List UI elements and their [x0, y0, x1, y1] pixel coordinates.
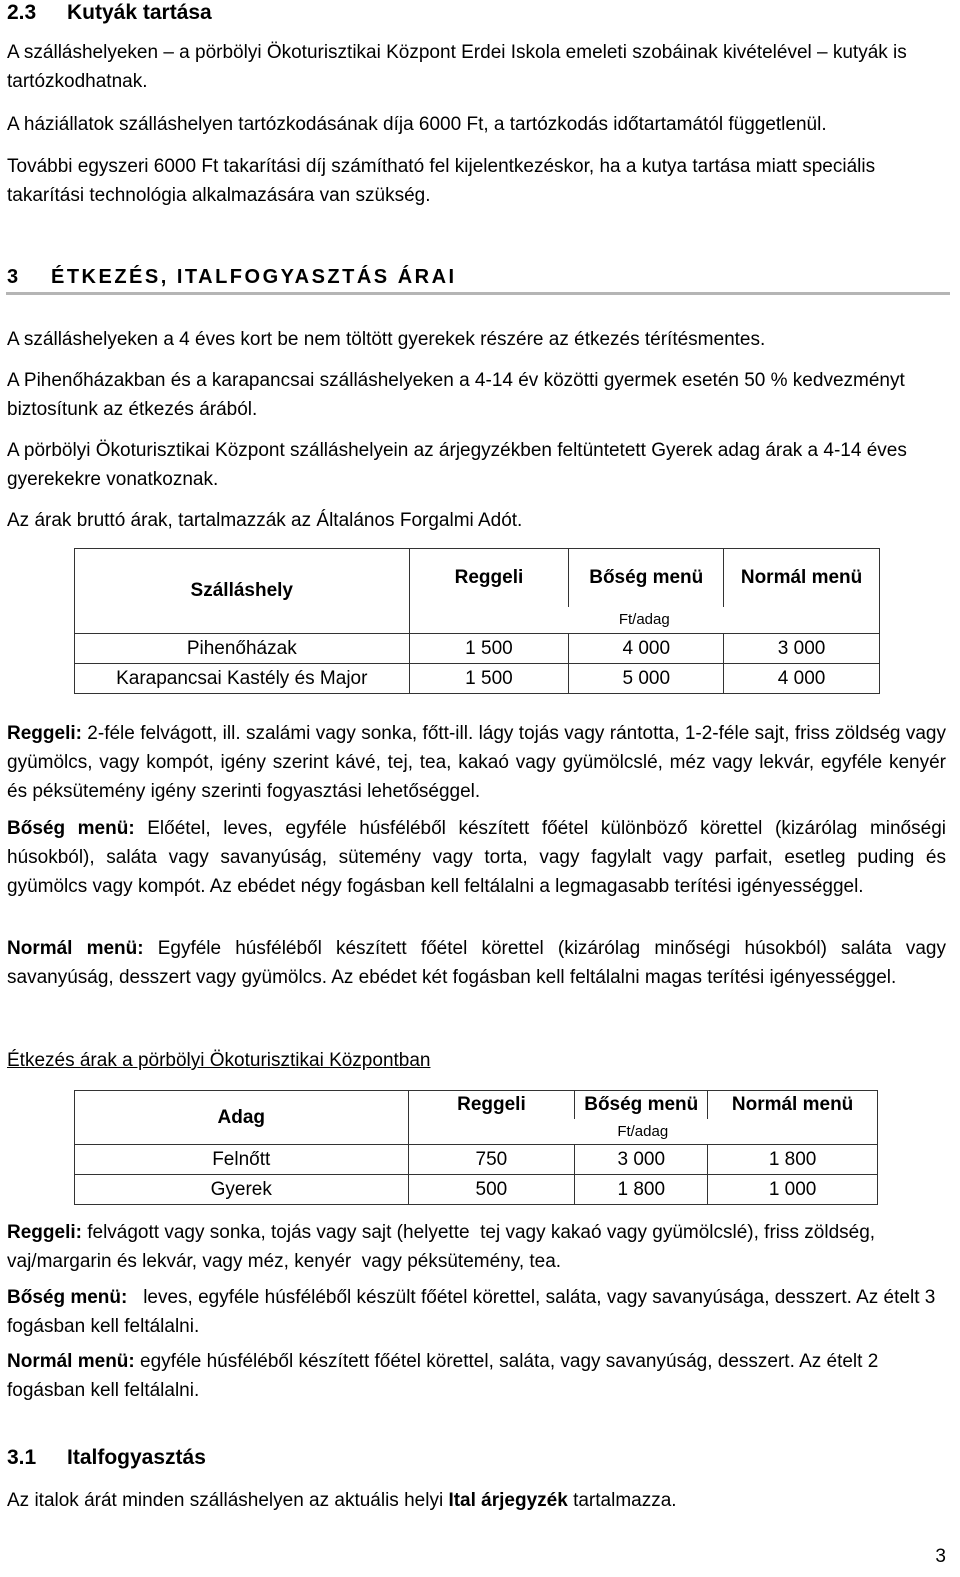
section-2-3-heading	[7, 0, 946, 26]
column-header: Bőség menü	[575, 1091, 708, 1119]
table-cell: 4 000	[724, 664, 880, 694]
menu-description-reggeli	[7, 1218, 946, 1276]
price-table-accommodation	[74, 548, 880, 694]
text-bold: Ital árjegyzék	[448, 1490, 568, 1511]
section-number: 2.3	[7, 1, 37, 24]
column-header: Adag	[75, 1091, 409, 1145]
unit-label: Ft/adag	[409, 607, 879, 634]
label: Reggeli:	[7, 1222, 82, 1243]
table-cell: 3 000	[575, 1145, 708, 1175]
table-row	[75, 634, 880, 664]
menu-description-boseg	[7, 1283, 946, 1341]
column-header: Reggeli	[408, 1091, 575, 1119]
table-row	[75, 1145, 878, 1175]
table-caption: Étkezés árak a pörbölyi Ökoturisztikai Központban	[7, 1050, 431, 1071]
label: Bőség menü:	[7, 1287, 128, 1308]
description-text: Előétel, leves, egyféle húsféléből készített főétel különböző körettel (kizárólag minőségi húsokból), saláta vagy savanyúság, sütemény vagy torta, vagy fagylalt vagy parfait, esetleg puding és gyümölcs vagy kompót. Az ebédet négy fogásban kell feltálalni a legmagasabb terítési igényességgel.	[7, 818, 946, 897]
paragraph	[7, 1486, 946, 1515]
label: Normál menü:	[7, 938, 144, 959]
menu-description-normal	[7, 934, 946, 992]
price-table-okoturisztikai	[74, 1090, 878, 1205]
section-number: 3.1	[7, 1446, 37, 1469]
section-title: Kutyák tartása	[67, 1, 212, 24]
column-header: Szálláshely	[75, 549, 410, 634]
table-cell: 3 000	[724, 634, 880, 664]
paragraph: A szálláshelyeken a 4 éves kort be nem töltött gyerekek részére az étkezés térítésmentes.	[7, 329, 766, 350]
description-text: Egyféle húsféléből készített főétel körettel (kizárólag minőségi húsokból) saláta vagy savanyúság, desszert vagy gyümölcs. Az ebédet két fogásban kell feltálalni magas terítési igényességgel.	[7, 938, 946, 988]
paragraph: A szálláshelyeken – a pörbölyi Ökoturisztikai Központ Erdei Iskola emeleti szobáinak kivételével – kutyák is tartózkodhatnak.	[7, 42, 907, 92]
label: Normál menü:	[7, 1351, 135, 1372]
text: tartalmazza.	[567, 1490, 677, 1511]
label: Bőség menü:	[7, 818, 135, 839]
table-cell: 1 500	[409, 634, 569, 664]
description-text: egyféle húsféléből készített főétel körettel, saláta, vagy savanyúság, desszert. Az ételt 2 fogásban kell feltálalni.	[7, 1351, 879, 1401]
description-text: felvágott vagy sonka, tojás vagy sajt (helyette tej vagy kakaó vagy gyümölcslé), friss zöldség, vaj/margarin és lekvár, vagy méz, kenyér vagy péksütemény, tea.	[7, 1222, 881, 1272]
section-title: Italfogyasztás	[67, 1446, 206, 1469]
unit-label: Ft/adag	[408, 1119, 878, 1145]
column-header: Bőség menü	[569, 549, 724, 607]
table-cell: 1 000	[708, 1175, 878, 1205]
column-header: Normál menü	[708, 1091, 878, 1119]
table-cell: 1 500	[409, 664, 569, 694]
table-cell: 750	[408, 1145, 575, 1175]
column-header: Reggeli	[409, 549, 569, 607]
section-3-1-heading	[7, 1445, 946, 1471]
table-cell: 4 000	[569, 634, 724, 664]
paragraph: A pörbölyi Ökoturisztikai Központ szálláshelyein az árjegyzékben feltüntetett Gyerek adag árak a 4-14 éves gyerekekre vonatkoznak.	[7, 440, 907, 490]
heading-underline	[6, 292, 950, 295]
section-3-heading	[7, 264, 946, 290]
table-row	[75, 1175, 878, 1205]
column-header: Normál menü	[724, 549, 880, 607]
text: Az italok árát minden szálláshelyen az aktuális helyi	[7, 1490, 449, 1511]
row-label: Karapancsai Kastély és Major	[75, 664, 410, 694]
description-text: leves, egyféle húsféléből készült főétel körettel, saláta, vagy savanyúsága, desszert. Az ételt 3 fogásban kell feltálalni.	[7, 1287, 941, 1337]
section-number: 3	[7, 266, 21, 288]
paragraph: A Pihenőházakban és a karapancsai szálláshelyeken a 4-14 év közötti gyermek esetén 50 % kedvezményt biztosítunk az étkezés árából.	[7, 370, 905, 420]
label: Reggeli:	[7, 723, 82, 744]
row-label: Felnőtt	[75, 1145, 409, 1175]
table-row	[75, 664, 880, 694]
table-cell: 1 800	[708, 1145, 878, 1175]
table-cell: 5 000	[569, 664, 724, 694]
menu-description-boseg	[7, 814, 946, 901]
paragraph: Az árak bruttó árak, tartalmazzák az Általános Forgalmi Adót.	[7, 510, 523, 531]
row-label: Gyerek	[75, 1175, 409, 1205]
menu-description-reggeli	[7, 719, 946, 806]
section-title: ÉTKEZÉS, ITALFOGYASZTÁS ÁRAI	[51, 266, 457, 288]
page-number: 3	[935, 1546, 946, 1567]
description-text: 2-féle felvágott, ill. szalámi vagy sonka, főtt-ill. lágy tojás vagy rántotta, 1-2-féle sajt, friss zöldség vagy gyümölcs, vagy kompót, igény szerint kávé, tej, tea, kakaó vagy gyümölcslé, méz vagy lekvár, egyféle kenyér és péksütemény igény szerinti fogyasztási lehetőséggel.	[7, 723, 946, 802]
row-label: Pihenőházak	[75, 634, 410, 664]
menu-description-normal	[7, 1347, 946, 1405]
paragraph: A háziállatok szálláshelyen tartózkodásának díja 6000 Ft, a tartózkodás időtartamától függetlenül.	[7, 114, 827, 135]
table-cell: 500	[408, 1175, 575, 1205]
paragraph: További egyszeri 6000 Ft takarítási díj számítható fel kijelentkezéskor, ha a kutya tartása miatt speciális takarítási technológia alkalmazására van szükség.	[7, 156, 876, 206]
table-cell: 1 800	[575, 1175, 708, 1205]
